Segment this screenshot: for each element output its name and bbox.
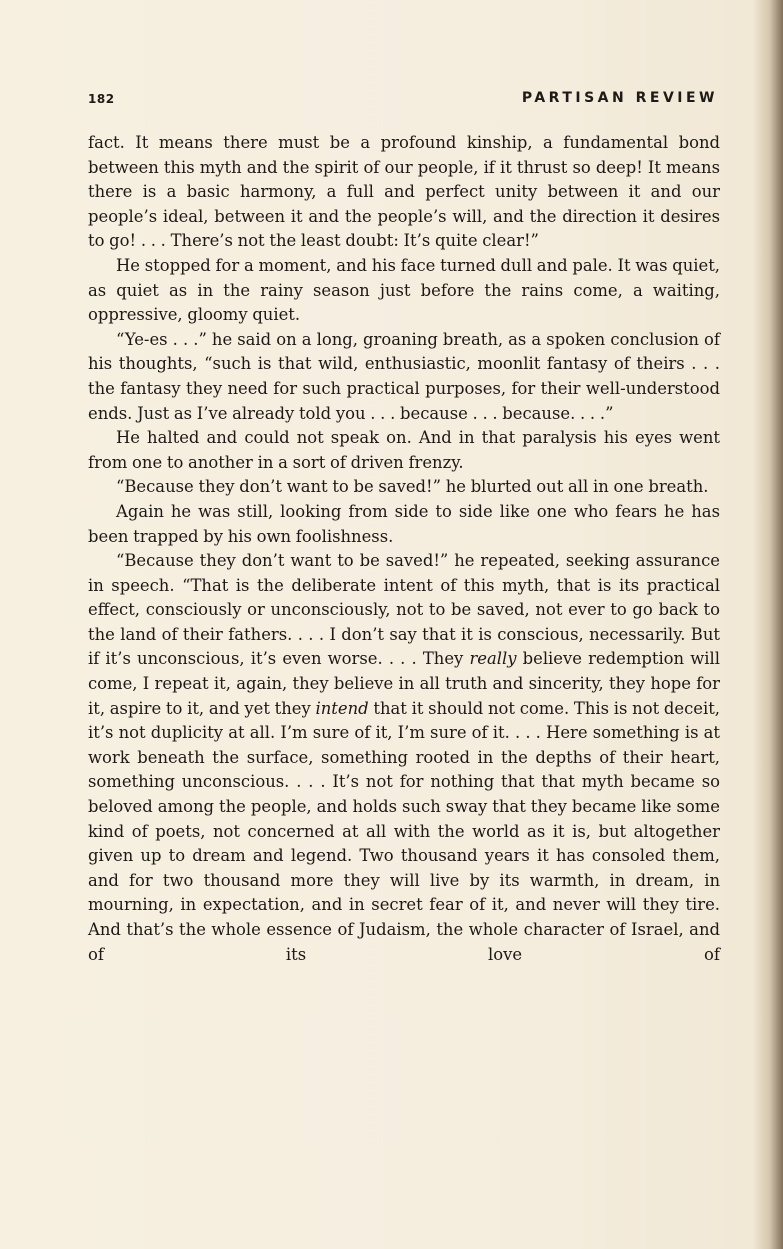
paragraph-text: believe redemption will come, I repeat it, again, they believe in all truth and sincerity, they hope for it, aspire to it, and yet they xyxy=(88,649,720,718)
paragraph: He stopped for a moment, and his face turned dull and pale. It was quiet, as quiet as in the rainy season just before the rains come, a waiting, oppressive, gloomy quiet. xyxy=(88,255,720,325)
emphasis-really: really xyxy=(469,649,517,669)
paragraph-text: “Because they don’t want to be saved!” he repeated, seeking assurance in speech. “That is the deliberate intent of this myth, that is its practical effect, consciously or unconsciously, not to be saved, not ever to go back to the land of their fathers. . . . I don’t say that it is conscious, necessarily. But if it’s unconscious, it’s even worse. . . . They xyxy=(88,551,720,669)
paragraph-text: that it should not come. This is not deceit, it’s not duplicity at all. I’m sure of it, I’m sure of it. . . . Here something is at work beneath the surface, something rooted in the depths of their heart, something unconscious. . . . It’s not for nothing that that myth became so beloved among the people, and holds such sway that they became like some kind of poets, not concerned at all with the world as it is, but altogether given up to dream and legend. Two thousand years it has consoled them, and for two thousand more they will live by its warmth, in dream, in mourning, in expectation, and in secret fear of it, and never will they tire. And that’s the whole essence of Judaism, the whole character of Israel, and of its love of xyxy=(88,698,720,964)
paragraph: “Ye-es . . .” he said on a long, groaning breath, as a spoken conclusion of his thoughts, “such is that wild, enthusiastic, moonlit fantasy of theirs . . . the fantasy they need for such practical purposes, for their well-understood ends. Just as I’ve already told you . . . because . . . because. . . .” xyxy=(88,329,720,423)
running-head: PARTISAN REVIEW xyxy=(521,90,718,106)
paragraph xyxy=(88,549,720,967)
page-header xyxy=(88,90,718,112)
paragraph: Again he was still, looking from side to side like one who fears he has been trapped by his own foolishness. xyxy=(88,501,720,546)
body-text xyxy=(88,131,720,967)
page-number: 182 xyxy=(88,92,115,106)
paragraph: He halted and could not speak on. And in that paralysis his eyes went from one to another in a sort of driven frenzy. xyxy=(88,428,720,472)
emphasis-intend: intend xyxy=(315,698,369,718)
paragraph: “Because they don’t want to be saved!” he blurted out all in one breath. xyxy=(116,477,709,497)
page-edge-shadow xyxy=(753,0,783,1249)
paragraph: fact. It means there must be a profound kinship, a fundamental bond between this myth and the spirit of our people, if it thrust so deep! It means there is a basic harmony, a full and perfect unity between it and our people’s ideal, between it and the people’s will, and the direction it desires to go! . . . There’s not the least doubt: It’s quite clear!” xyxy=(88,133,720,251)
